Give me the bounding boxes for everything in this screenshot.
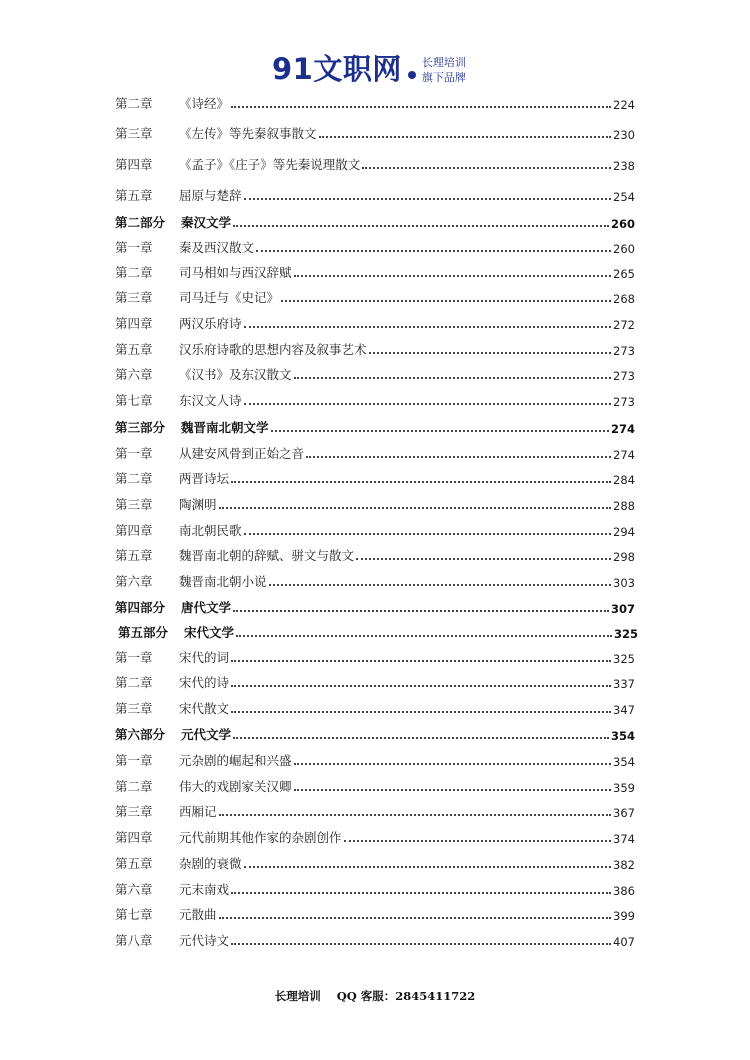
toc-dot-leader: [271, 430, 609, 432]
toc-entry-page: 407: [613, 935, 635, 949]
toc-entry-page: 284: [613, 473, 635, 487]
toc-entry-page: 298: [613, 550, 635, 564]
toc-chapter-entry: [115, 546, 635, 564]
toc-entry-label: 第五章: [115, 548, 153, 563]
toc-entry-page: 230: [613, 128, 635, 142]
toc-entry-page: 273: [613, 369, 635, 383]
toc-entry-page: 288: [613, 499, 635, 513]
toc-dot-leader: [244, 198, 612, 200]
toc-chapter-entry: [115, 263, 635, 281]
toc-entry-page: 359: [613, 781, 635, 795]
toc-dot-leader: [294, 377, 612, 379]
toc-entry-label: 第五章: [115, 856, 153, 871]
toc-part-entry: [115, 418, 635, 436]
toc-part-entry: [115, 213, 635, 231]
toc-entry-page: 265: [613, 267, 635, 281]
toc-entry-page: 354: [610, 729, 635, 743]
toc-entry-page: 354: [613, 755, 635, 769]
toc-entry-label: 第四章: [115, 830, 153, 845]
toc-entry-title: 伟大的戏剧家关汉卿: [179, 779, 292, 794]
toc-dot-leader: [236, 635, 612, 637]
toc-chapter-entry: [115, 828, 635, 846]
toc-chapter-entry: [115, 572, 635, 590]
toc-entry-label: 第七章: [115, 907, 153, 922]
toc-chapter-entry: [115, 648, 635, 666]
toc-entry-label: 第二章: [115, 96, 153, 111]
toc-chapter-entry: [115, 124, 635, 142]
toc-entry-title: 《左传》等先秦叙事散文: [179, 126, 317, 141]
toc-chapter-entry: [115, 444, 635, 462]
logo-main-text: 91文职网: [272, 52, 402, 86]
toc-entry-page: 399: [613, 909, 635, 923]
toc-entry-page: 303: [613, 576, 635, 590]
toc-chapter-entry: [115, 495, 635, 513]
toc-dot-leader: [294, 275, 612, 277]
toc-entry-page: 260: [613, 242, 635, 256]
toc-chapter-entry: [115, 905, 635, 923]
toc-entry-page: 274: [613, 448, 635, 462]
toc-dot-leader: [231, 481, 611, 483]
toc-dot-leader: [219, 917, 612, 919]
toc-dot-leader: [244, 403, 612, 405]
toc-entry-label: 第六部分: [115, 727, 166, 742]
toc-entry-label: 第五章: [115, 188, 153, 203]
toc-part-entry: [115, 598, 635, 616]
toc-entry-title: 司马相如与西汉辞赋: [179, 265, 292, 280]
toc-entry-page: 382: [613, 858, 635, 872]
toc-dot-leader: [356, 558, 611, 560]
toc-entry-title: 元杂剧的崛起和兴盛: [179, 753, 292, 768]
toc-entry-title: 《孟子》《庄子》等先秦说理散文: [179, 157, 361, 172]
toc-chapter-entry: [115, 314, 635, 332]
toc-chapter-entry: [115, 751, 635, 769]
toc-entry-label: 第四章: [115, 316, 153, 331]
toc-entry-label: 第六章: [115, 882, 153, 897]
toc-chapter-entry: [115, 802, 635, 820]
toc-entry-page: 272: [613, 318, 635, 332]
toc-entry-title: 两晋诗坛: [179, 471, 230, 486]
toc-entry-title: 陶渊明: [179, 497, 217, 512]
toc-chapter-entry: [115, 931, 635, 949]
toc-chapter-entry: [115, 673, 635, 691]
footer-brand: 长理培训: [274, 989, 321, 1003]
toc-entry-title: 元代诗文: [179, 933, 230, 948]
toc-entry-label: 第四章: [115, 523, 153, 538]
toc-dot-leader: [231, 711, 611, 713]
toc-dot-leader: [244, 866, 612, 868]
toc-entry-title: 《诗经》: [179, 96, 230, 111]
toc-dot-leader: [219, 507, 612, 509]
toc-entry-label: 第一章: [115, 446, 153, 461]
toc-chapter-entry: [115, 391, 635, 409]
toc-entry-title: 唐代文学: [181, 600, 232, 615]
toc-entry-label: 第二章: [115, 675, 153, 690]
toc-entry-title: 司马迁与《史记》: [179, 290, 280, 305]
toc-entry-page: 325: [613, 627, 638, 641]
toc-dot-leader: [233, 737, 609, 739]
toc-entry-page: 386: [613, 884, 635, 898]
toc-entry-title: 两汉乐府诗: [179, 316, 242, 331]
page-footer: [0, 988, 750, 1004]
toc-chapter-entry: [115, 238, 635, 256]
toc-entry-page: 374: [613, 832, 635, 846]
toc-dot-leader: [231, 943, 611, 945]
toc-entry-label: 第三章: [115, 290, 153, 305]
toc-entry-title: 元代文学: [181, 727, 232, 742]
toc-dot-leader: [219, 814, 612, 816]
toc-entry-title: 屈原与楚辞: [179, 188, 242, 203]
toc-entry-title: 元散曲: [179, 907, 217, 922]
toc-dot-leader: [319, 136, 612, 138]
toc-entry-label: 第二章: [115, 779, 153, 794]
toc-entry-title: 宋代的诗: [179, 675, 230, 690]
toc-entry-title: 南北朝民歌: [179, 523, 242, 538]
toc-dot-leader: [294, 763, 612, 765]
toc-entry-title: 《汉书》及东汉散文: [179, 367, 292, 382]
toc-dot-leader: [233, 225, 609, 227]
toc-entry-page: 260: [610, 217, 635, 231]
toc-entry-label: 第六章: [115, 574, 153, 589]
toc-entry-page: 273: [613, 395, 635, 409]
toc-entry-title: 汉乐府诗歌的思想内容及叙事艺术: [179, 342, 367, 357]
toc-entry-title: 宋代的词: [179, 650, 230, 665]
toc-entry-title: 秦及西汉散文: [179, 240, 255, 255]
toc-entry-page: 347: [613, 703, 635, 717]
toc-entry-page: 337: [613, 677, 635, 691]
toc-entry-label: 第二部分: [115, 215, 166, 230]
toc-entry-page: 238: [613, 159, 635, 173]
toc-chapter-entry: [115, 880, 635, 898]
toc-entry-label: 第二章: [115, 471, 153, 486]
toc-entry-title: 元代前期其他作家的杂剧创作: [179, 830, 342, 845]
toc-chapter-entry: [115, 155, 635, 173]
toc-entry-page: 224: [613, 98, 635, 112]
toc-entry-title: 从建安风骨到正始之音: [179, 446, 305, 461]
logo-sub-line-2: 旗下品牌: [421, 71, 466, 84]
toc-dot-leader: [231, 660, 611, 662]
toc-entry-page: 294: [613, 525, 635, 539]
toc-entry-label: 第八章: [115, 933, 153, 948]
toc-part-entry: [115, 725, 635, 743]
toc-dot-leader: [294, 789, 612, 791]
toc-dot-leader: [362, 167, 611, 169]
toc-entry-title: 魏晋南北朝的辞赋、骈文与散文: [179, 548, 355, 563]
toc-entry-title: 魏晋南北朝文学: [181, 420, 269, 435]
toc-entry-label: 第三章: [115, 804, 153, 819]
toc-entry-page: 268: [613, 292, 635, 306]
toc-chapter-entry: [115, 340, 635, 358]
toc-entry-label: 第二章: [115, 265, 153, 280]
toc-dot-leader: [256, 250, 611, 252]
toc-dot-leader: [231, 685, 611, 687]
logo-sub-line-1: 长理培训: [421, 56, 466, 69]
toc-entry-label: 第四部分: [115, 600, 166, 615]
toc-entry-title: 西厢记: [179, 804, 217, 819]
toc-chapter-entry: [115, 521, 635, 539]
toc-entry-title: 元末南戏: [179, 882, 230, 897]
toc-entry-label: 第五章: [115, 342, 153, 357]
toc-dot-leader: [369, 352, 612, 354]
toc-dot-leader: [231, 892, 611, 894]
toc-entry-title: 宋代文学: [184, 625, 235, 640]
toc-entry-label: 第三章: [115, 126, 153, 141]
toc-entry-label: 第七章: [115, 393, 153, 408]
toc-dot-leader: [233, 610, 609, 612]
toc-chapter-entry: [115, 469, 635, 487]
toc-entry-title: 宋代散文: [179, 701, 230, 716]
toc-entry-page: 325: [613, 652, 635, 666]
logo-subtitle: [422, 55, 466, 85]
footer-contact: QQ 客服：2845411722: [336, 989, 476, 1003]
toc-entry-label: 第一章: [115, 753, 153, 768]
toc-entry-label: 第一章: [115, 650, 153, 665]
toc-entry-label: 第三部分: [115, 420, 166, 435]
toc-chapter-entry: [115, 365, 635, 383]
toc-chapter-entry: [115, 854, 635, 872]
toc-entry-label: 第一章: [115, 240, 153, 255]
toc-entry-label: 第三章: [115, 497, 153, 512]
toc-dot-leader: [269, 584, 612, 586]
site-logo: [272, 52, 466, 86]
logo-dot-icon: [408, 71, 416, 79]
toc-part-entry: [118, 623, 638, 641]
toc-entry-title: 东汉文人诗: [179, 393, 242, 408]
toc-chapter-entry: [115, 288, 635, 306]
toc-entry-title: 魏晋南北朝小说: [179, 574, 267, 589]
toc-entry-page: 273: [613, 344, 635, 358]
toc-dot-leader: [344, 840, 612, 842]
toc-dot-leader: [306, 456, 611, 458]
toc-entry-label: 第三章: [115, 701, 153, 716]
toc-entry-label: 第六章: [115, 367, 153, 382]
toc-entry-label: 第五部分: [118, 625, 169, 640]
toc-chapter-entry: [115, 186, 635, 204]
toc-dot-leader: [244, 326, 612, 328]
toc-dot-leader: [281, 300, 611, 302]
toc-chapter-entry: [115, 777, 635, 795]
toc-entry-page: 274: [610, 422, 635, 436]
toc-entry-page: 254: [613, 190, 635, 204]
toc-dot-leader: [231, 106, 611, 108]
toc-chapter-entry: [115, 94, 635, 112]
toc-entry-title: 秦汉文学: [181, 215, 232, 230]
toc-dot-leader: [244, 533, 612, 535]
toc-entry-page: 367: [613, 806, 635, 820]
toc-entry-page: 307: [610, 602, 635, 616]
toc-chapter-entry: [115, 699, 635, 717]
toc-entry-title: 杂剧的衰微: [179, 856, 242, 871]
toc-entry-label: 第四章: [115, 157, 153, 172]
